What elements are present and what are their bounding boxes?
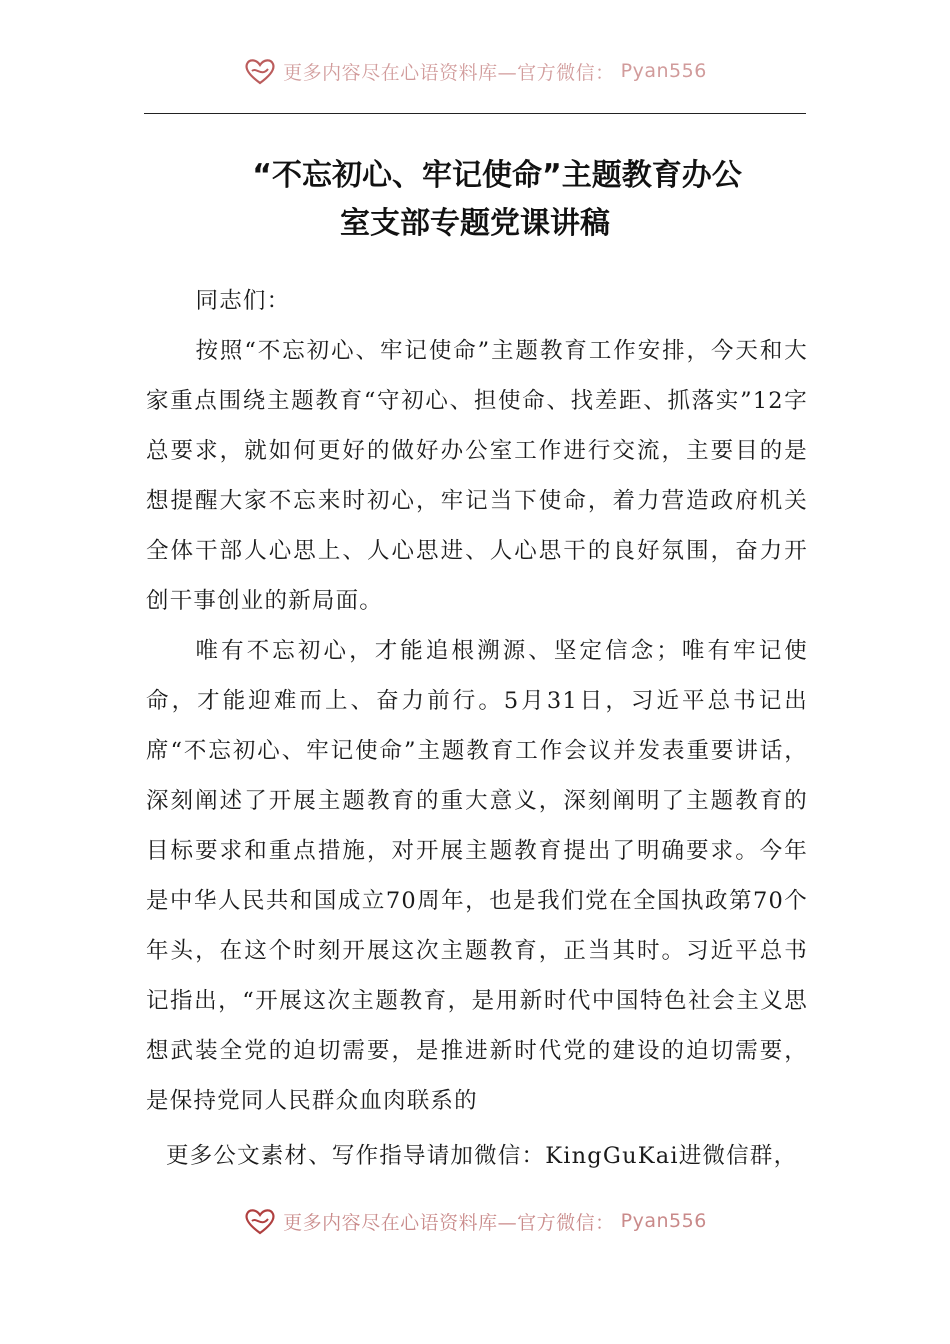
watermark-id: Pyan556 <box>620 60 707 82</box>
watermark-text: 更多内容尽在心语资料库—官方微信： <box>283 1211 615 1234</box>
footer-watermark <box>0 1206 950 1236</box>
heart-signature-logo-icon <box>243 56 277 86</box>
header-watermark <box>0 56 950 86</box>
title-line-1: “不忘初心、牢记使命”主题教育办公 <box>252 158 742 193</box>
footer-note: 更多公文素材、写作指导请加微信：KingGuKai进微信群， <box>166 1143 798 1169</box>
title-line-2: 室支部专题党课讲稿 <box>340 206 610 241</box>
salutation: 同志们： <box>195 288 291 314</box>
document-body <box>146 276 808 1126</box>
watermark-id: Pyan556 <box>620 1210 707 1232</box>
document-title <box>0 152 950 248</box>
paragraph-1: 按照“不忘初心、牢记使命”主题教育工作安排，今天和大家重点围绕主题教育“守初心、担使命、找差距、抓落实”12字总要求，就如何更好的做好办公室工作进行交流，主要目的是想提醒大家不忘来时初心，牢记当下使命，着力营造政府机关全体干部人心思上、人心思进、人心思干的良好氛围，奋力开创干事创业的新局面。 <box>146 338 808 614</box>
watermark-text: 更多内容尽在心语资料库—官方微信： <box>283 61 615 84</box>
header-rule <box>144 113 806 114</box>
paragraph-2: 唯有不忘初心，才能追根溯源、坚定信念；唯有牢记使命，才能迎难而上、奋力前行。5月31日，习近平总书记出席“不忘初心、牢记使命”主题教育工作会议并发表重要讲话，深刻阐述了开展主题教育的重大意义，深刻阐明了主题教育的目标要求和重点措施，对开展主题教育提出了明确要求。今年是中华人民共和国成立70周年，也是我们党在全国执政第70个年头，在这个时刻开展这次主题教育，正当其时。习近平总书记指出，“开展这次主题教育，是用新时代中国特色社会主义思想武装全党的迫切需要，是推进新时代党的建设的迫切需要，是保持党同人民群众血肉联系的 <box>146 638 808 1114</box>
heart-signature-logo-icon <box>243 1206 277 1236</box>
